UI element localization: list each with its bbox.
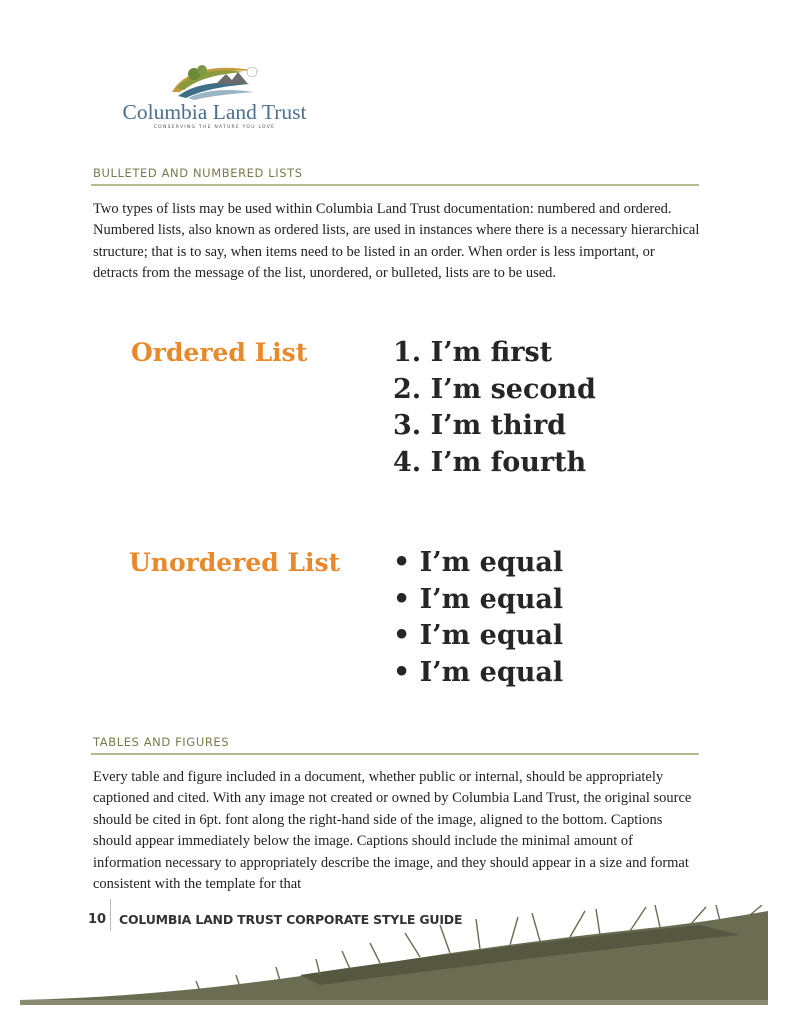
section-divider <box>91 184 699 186</box>
ordered-list <box>393 335 596 482</box>
logo-wordmark: Columbia Land Trust <box>122 100 307 124</box>
list-item: 3. I’m third <box>393 410 567 442</box>
list-item: • I’m equal <box>393 657 564 689</box>
list-item: • I’m equal <box>393 620 564 652</box>
list-item: • I’m equal <box>393 547 564 578</box>
logo <box>112 58 317 134</box>
list-item: 1. I’m first <box>393 337 553 368</box>
list-item: 4. I’m fourth <box>393 447 587 479</box>
list-item: 2. I’m second <box>393 373 596 405</box>
footer-divider <box>110 899 111 931</box>
list-item: • I’m equal <box>393 583 564 615</box>
unordered-list-label: Unordered List <box>129 548 341 577</box>
section-heading-lists: BULLETED AND NUMBERED LISTS <box>93 166 303 180</box>
ordered-list-label: Ordered List <box>131 338 308 367</box>
logo-tagline: CONSERVING THE NATURE YOU LOVE <box>153 125 276 130</box>
section-divider <box>91 753 699 755</box>
lists-paragraph: Two types of lists may be used within Columbia Land Trust documentation: numbered and ordered. Numbered lists, also known as ordered lists, are used in instances where there is a necessary hierarchical structure; that is to say, when items need to be listed in an order. When order is less important, or detracts from the message of the list, unordered, or bulleted, lists are to be used. <box>93 201 700 282</box>
section-heading-tables: TABLES AND FIGURES <box>93 735 230 749</box>
logo-emblem-icon <box>164 58 264 100</box>
tables-paragraph: Every table and figure included in a document, whether public or internal, should be appropriately captioned and cited. With any image not created or owned by Columbia Land Trust, the original source should be cited in 6pt. font along the right-hand side of the image, aligned to the bottom. Captions should appear immediately below the image. Captions should include the minimal amount of information necessary to appropriately describe the image, and they should appear in a size and format consistent with the template for that <box>93 769 692 893</box>
footer-title: COLUMBIA LAND TRUST CORPORATE STYLE GUIDE <box>119 912 463 927</box>
page-number: 10 <box>88 912 107 927</box>
unordered-list <box>393 545 563 692</box>
